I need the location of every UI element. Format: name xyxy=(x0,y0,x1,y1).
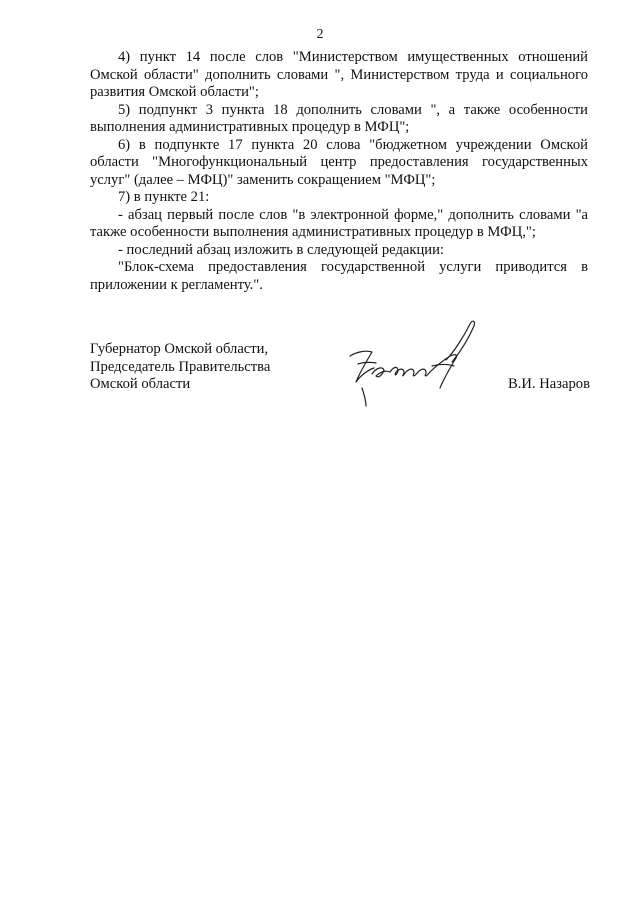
paragraph-item-6: 6) в подпункте 17 пункта 20 слова "бюджетном учреждении Омской области "Многофункциональный центр предоставления государственных услуг" (далее – МФЦ)" заменить сокращением "МФЦ"; xyxy=(90,136,588,188)
signatory-title-line: Омской области xyxy=(90,376,191,392)
handwritten-signature xyxy=(336,316,496,408)
paragraph-subitem-last-abzac: - последний абзац изложить в следующей редакции: xyxy=(118,241,444,258)
signatory-title-line: Председатель Правительства xyxy=(90,358,271,375)
paragraph-new-wording: "Блок-схема предоставления государственной услуги приводится в приложении к регламенту.". xyxy=(90,259,588,293)
paragraph-item-5: 5) подпункт 3 пункта 18 дополнить словами ", а также особенности выполнения административных процедур в МФЦ"; xyxy=(90,101,588,135)
signatory-title-line: Губернатор Омской области, xyxy=(90,341,269,357)
document-body xyxy=(90,49,588,294)
paragraph-subitem-first-abzac: - абзац первый после слов "в электронной форме," дополнить словами "а также особенности выполнения административных процедур в МФЦ,"; xyxy=(90,206,588,240)
signatory-name: В.И. Назаров xyxy=(508,376,590,392)
page-number: 2 xyxy=(316,27,324,42)
paragraph-item-4: 4) пункт 14 после слов "Министерством имущественных отношений Омской области" дополнить словами ", Министерством труда и социального развития Омской области"; xyxy=(90,49,588,100)
paragraph-item-7: 7) в пункте 21: xyxy=(118,189,210,205)
signatory-title xyxy=(90,341,270,394)
